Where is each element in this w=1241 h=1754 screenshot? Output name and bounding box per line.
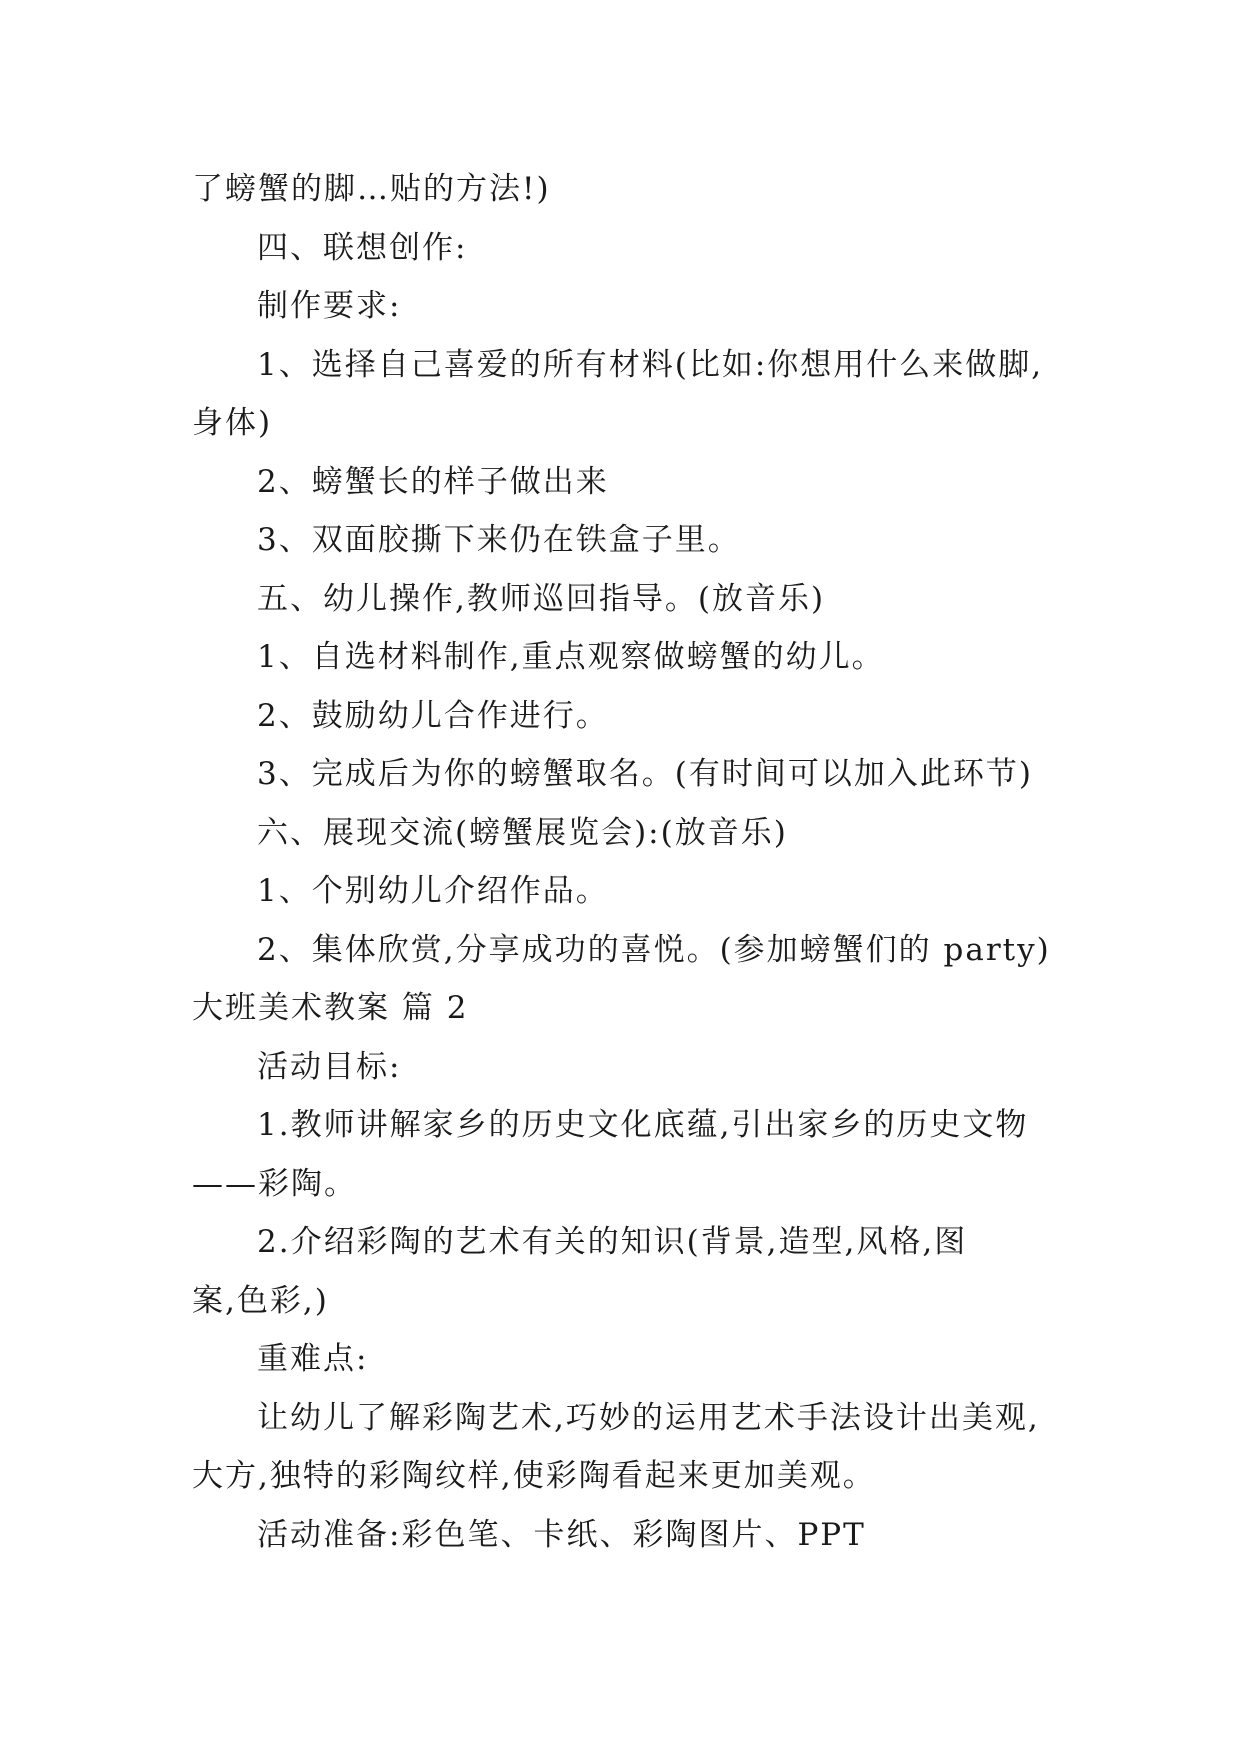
text-line: 让幼儿了解彩陶艺术,巧妙的运用艺术手法设计出美观, bbox=[257, 1399, 1040, 1436]
text-line: 活动目标: bbox=[257, 1048, 402, 1085]
text-line: 2.介绍彩陶的艺术有关的知识(背景,造型,风格,图 bbox=[257, 1224, 968, 1260]
text-line: 1、个别幼儿介绍作品。 bbox=[257, 873, 609, 909]
text-line: 案,色彩,) bbox=[192, 1282, 329, 1319]
text-line: 重难点: bbox=[257, 1341, 369, 1377]
text-line: 2、集体欣赏,分享成功的喜悦。(参加螃蟹们的 party) bbox=[257, 931, 1051, 968]
text-line: 3、完成后为你的螃蟹取名。(有时间可以加入此环节) bbox=[257, 756, 1033, 792]
text-line: 了螃蟹的脚…贴的方法!) bbox=[192, 171, 551, 207]
text-line: 活动准备:彩色笔、卡纸、彩陶图片、PPT bbox=[257, 1516, 866, 1553]
document-body bbox=[192, 160, 1072, 1564]
text-line: 1、自选材料制作,重点观察做螃蟹的幼儿。 bbox=[257, 639, 885, 675]
text-line: 2、鼓励幼儿合作进行。 bbox=[257, 697, 609, 734]
text-line: 制作要求: bbox=[257, 288, 402, 324]
text-line: 六、展现交流(螃蟹展览会):(放音乐) bbox=[257, 814, 788, 851]
text-line: ——彩陶。 bbox=[192, 1165, 357, 1202]
text-line: 1.教师讲解家乡的历史文化底蕴,引出家乡的历史文物 bbox=[257, 1107, 1029, 1143]
text-line: 大方,独特的彩陶纹样,使彩陶看起来更加美观。 bbox=[192, 1458, 876, 1494]
text-line: 大班美术教案 篇 2 bbox=[192, 990, 469, 1026]
text-line: 2、螃蟹长的样子做出来 bbox=[257, 463, 609, 500]
text-line: 3、双面胶撕下来仍在铁盒子里。 bbox=[257, 522, 741, 558]
text-line: 四、联想创作: bbox=[257, 229, 468, 266]
text-line: 身体) bbox=[192, 405, 273, 441]
text-line: 1、选择自己喜爱的所有材料(比如:你想用什么来做脚, bbox=[257, 346, 1044, 383]
text-line: 五、幼儿操作,教师巡回指导。(放音乐) bbox=[257, 580, 826, 617]
